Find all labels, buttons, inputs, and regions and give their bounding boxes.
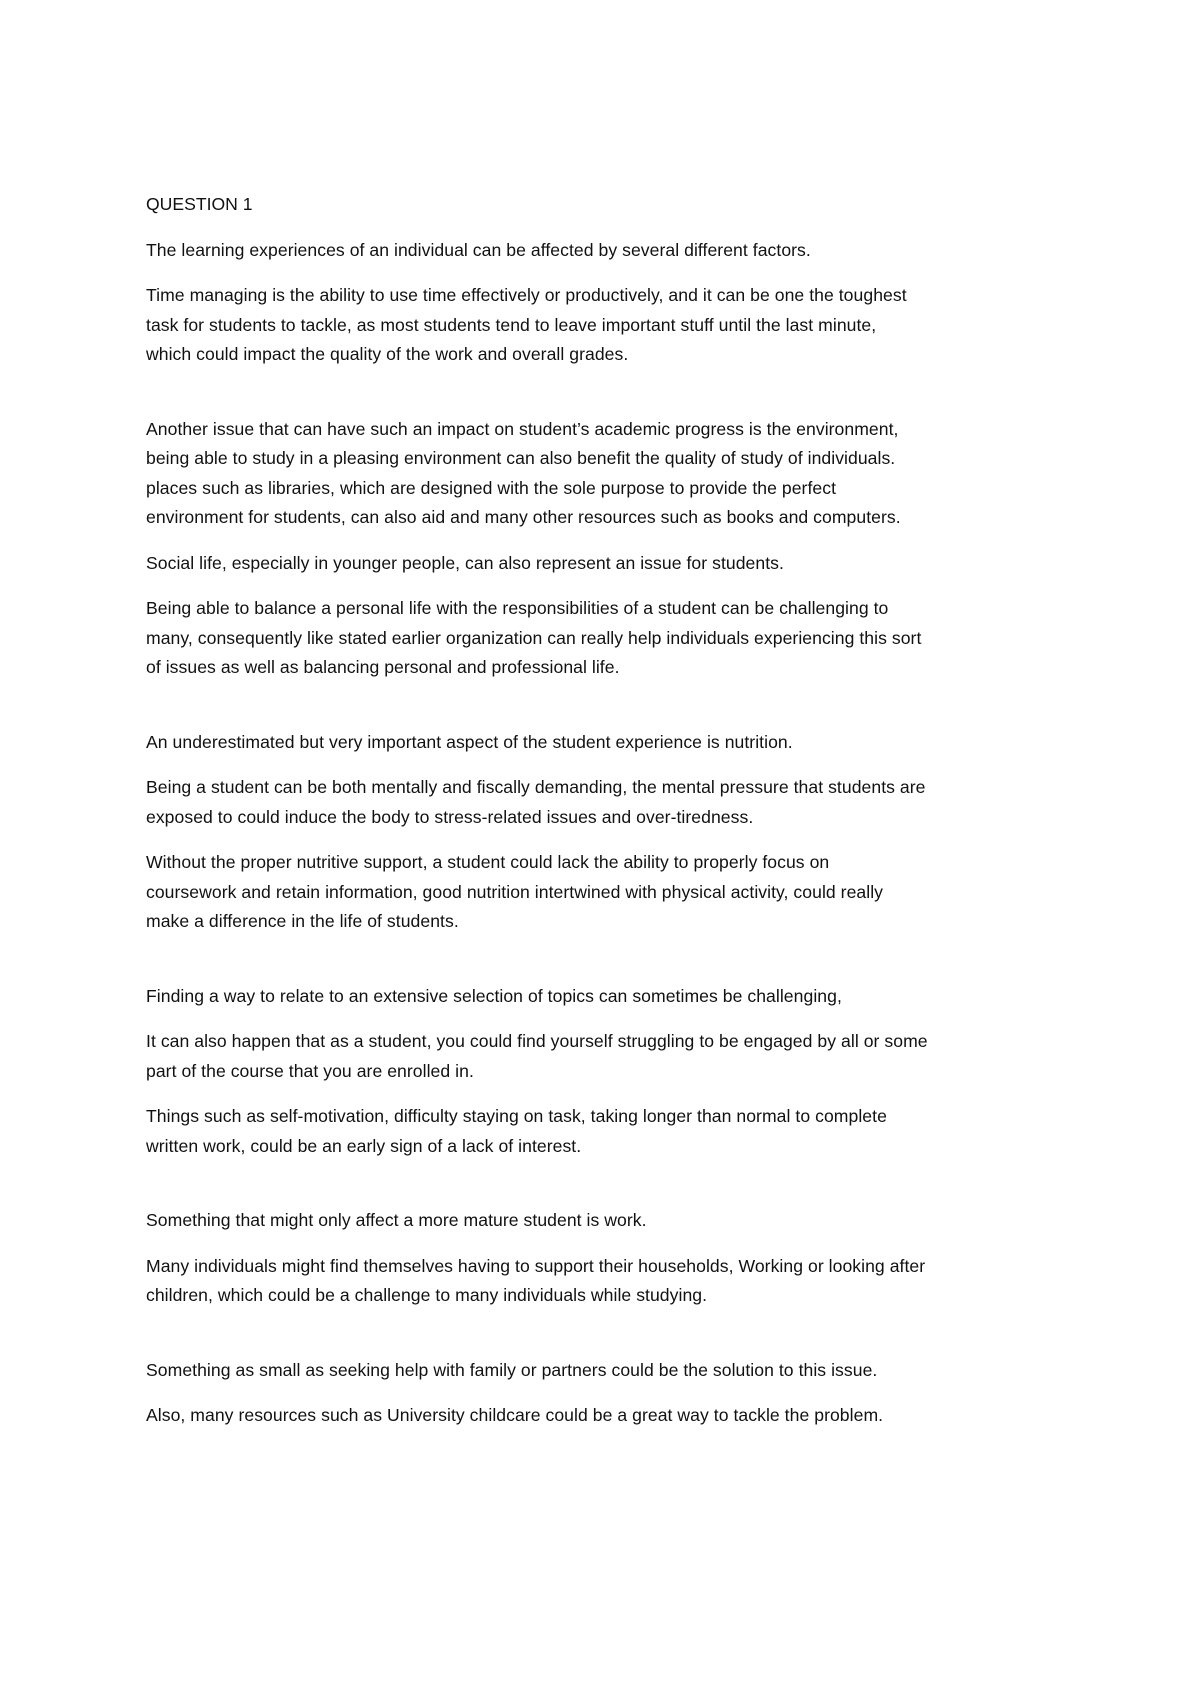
text-line: written work, could be an early sign of a lack of interest. (146, 1135, 582, 1156)
text-line: Time managing is the ability to use time effectively or productively, and it can be one the toughest (146, 285, 907, 305)
paragraph-seeking-help (146, 1356, 1066, 1386)
text-line: The learning experiences of an individual can be affected by several different factors. (146, 239, 811, 260)
paragraph-motivation (146, 1102, 1066, 1161)
text-line: Things such as self-motivation, difficulty staying on task, taking longer than normal to complete (146, 1106, 887, 1126)
paragraph-work (146, 1206, 1066, 1236)
text-line: part of the course that you are enrolled in. (146, 1060, 474, 1081)
text-line: Another issue that can have such an impact on student’s academic progress is the environment, (146, 418, 899, 439)
document-body (146, 190, 1066, 1431)
text-line: Something that might only affect a more mature student is work. (146, 1210, 647, 1230)
text-line: Something as small as seeking help with family or partners could be the solution to this issue. (146, 1359, 878, 1380)
text-line: places such as libraries, which are designed with the sole purpose to provide the perfect (146, 477, 837, 498)
paragraph-time-management (146, 281, 1066, 370)
paragraph-balance (146, 594, 1066, 683)
text-line: Finding a way to relate to an extensive selection of topics can sometimes be challenging, (146, 985, 842, 1006)
paragraph-environment (146, 415, 1066, 533)
paragraph-nutritive-support (146, 848, 1066, 937)
paragraph-social-life (146, 549, 1066, 579)
text-line: Being a student can be both mentally and fiscally demanding, the mental pressure that students are (146, 777, 926, 797)
question-heading: QUESTION 1 (146, 194, 253, 214)
paragraph-nutrition (146, 728, 1066, 758)
text-line: Many individuals might find themselves having to support their households, Working or looking after (146, 1255, 926, 1276)
text-line: exposed to could induce the body to stress-related issues and over-tiredness. (146, 806, 754, 827)
text-line: Social life, especially in younger people, can also represent an issue for students. (146, 552, 784, 573)
text-line: being able to study in a pleasing environment can also benefit the quality of study of individuals. (146, 448, 896, 468)
text-line: task for students to tackle, as most students tend to leave important stuff until the last minute, (146, 314, 877, 335)
paragraph-demanding (146, 773, 1066, 832)
paragraph-households (146, 1252, 1066, 1311)
text-line: children, which could be a challenge to many individuals while studying. (146, 1285, 708, 1305)
text-line: make a difference in the life of students. (146, 911, 459, 931)
paragraph-topics (146, 982, 1066, 1012)
text-line: Also, many resources such as University childcare could be a great way to tackle the problem. (146, 1405, 884, 1425)
text-line: Without the proper nutritive support, a student could lack the ability to properly focus on (146, 852, 830, 872)
text-line: which could impact the quality of the work and overall grades. (146, 344, 629, 364)
text-line: An underestimated but very important aspect of the student experience is nutrition. (146, 731, 793, 752)
paragraph-intro (146, 236, 1066, 266)
text-line: It can also happen that as a student, you could find yourself struggling to be engaged by all or some (146, 1031, 928, 1051)
text-line: Being able to balance a personal life with the responsibilities of a student can be challenging to (146, 598, 889, 618)
text-line: many, consequently like stated earlier organization can really help individuals experiencing this sort (146, 627, 922, 648)
text-line: of issues as well as balancing personal and professional life. (146, 657, 620, 677)
text-line: environment for students, can also aid and many other resources such as books and computers. (146, 507, 901, 527)
paragraph-childcare (146, 1401, 1066, 1431)
text-line: coursework and retain information, good nutrition intertwined with physical activity, could really (146, 881, 884, 902)
paragraph-engagement (146, 1027, 1066, 1086)
